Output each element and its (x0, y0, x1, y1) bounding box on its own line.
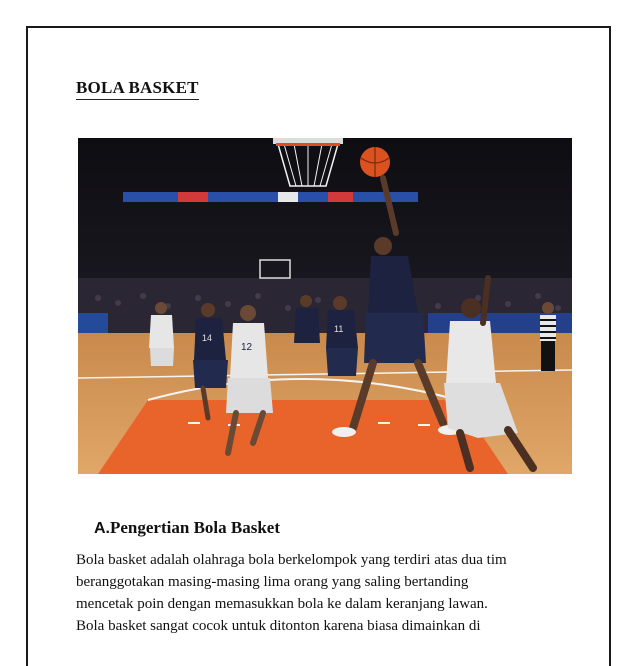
basketball-photo (78, 138, 572, 474)
svg-text:14: 14 (202, 333, 213, 343)
section-heading (94, 518, 280, 538)
body-line: Bola basket adalah olahraga bola berkelompok yang terdiri atas dua tim (76, 552, 507, 568)
svg-text:12: 12 (241, 342, 253, 353)
section-number: A. (94, 520, 110, 537)
body-paragraph (76, 549, 556, 637)
basketball-photo-illustration (78, 138, 572, 474)
body-line: Bola basket sangat cocok untuk ditonton karena biasa dimainkan di (76, 618, 481, 634)
document-page (26, 26, 611, 666)
section-title: Pengertian Bola Basket (110, 518, 280, 537)
document-title: BOLA BASKET (76, 78, 199, 100)
body-line: mencetak poin dengan memasukkan bola ke dalam keranjang lawan. (76, 596, 488, 612)
body-line: beranggotakan masing-masing lima orang yang saling bertanding (76, 574, 469, 590)
svg-text:11: 11 (334, 324, 344, 334)
